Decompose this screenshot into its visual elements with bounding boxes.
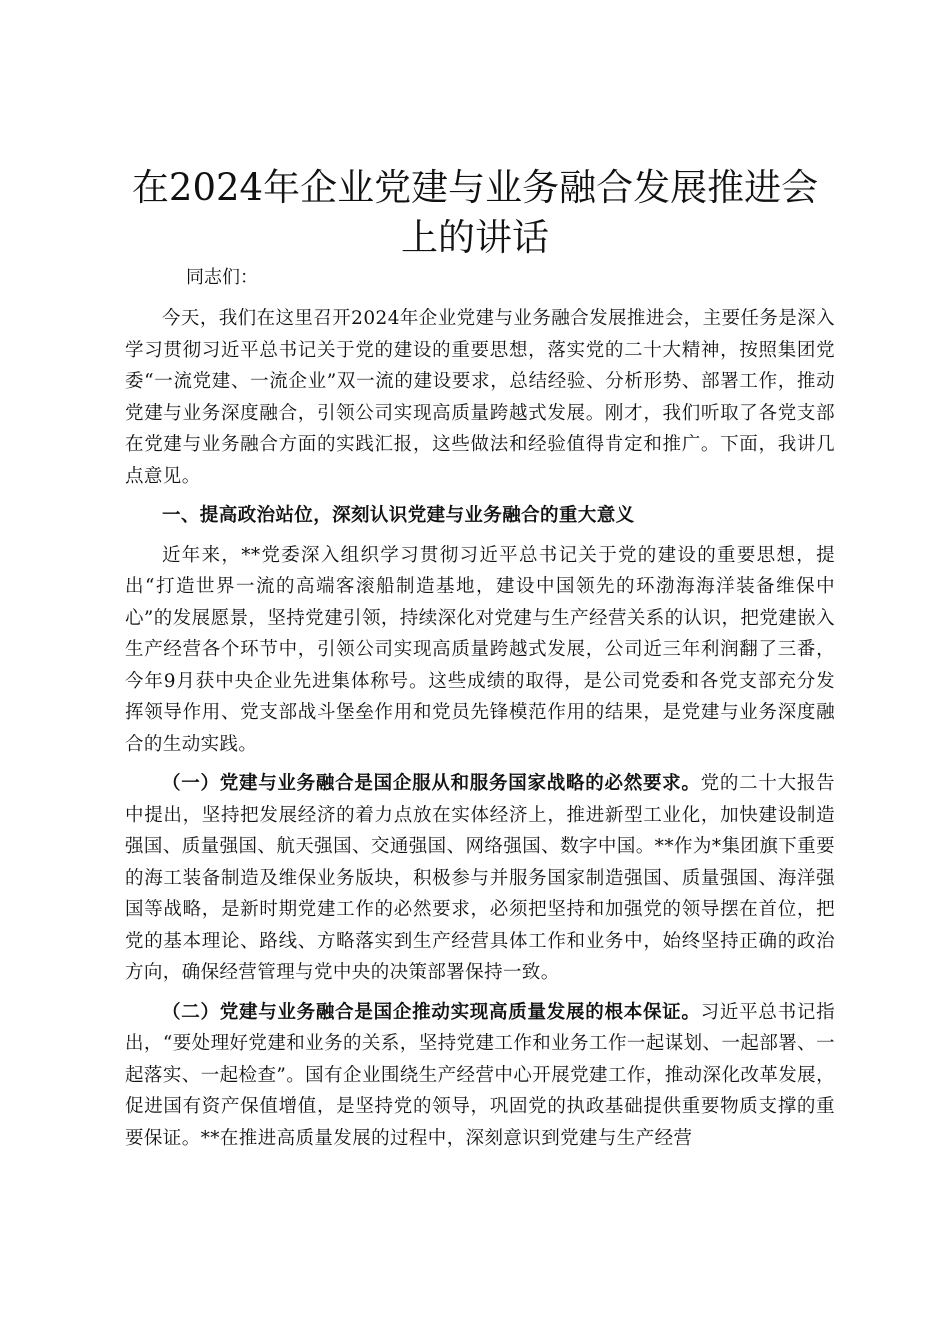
point-2-lead: （二）党建与业务融合是国企推动实现高质量发展的根本保证。: [162, 1001, 701, 1023]
intro-paragraph: 今天，我们在这里召开2024年企业党建与业务融合发展推进会，主要任务是深入学习贯彻习近平总书记关于党的建设的重要思想，落实党的二十大精神，按照集团党委“一流党建、一流企业”双一流的建设要求，总结经验、分析形势、部署工作，推动党建与业务深度融合，引领公司实现高质量跨越式发展。刚才，我们听取了各党支部在党建与业务融合方面的实践汇报，这些做法和经验值得肯定和推广。下面，我讲几点意见。: [125, 308, 835, 487]
section-1-paragraph: 近年来，**党委深入组织学习贯彻习近平总书记关于党的建设的重要思想，提出“打造世界一流的高端客滚船制造基地，建设中国领先的环渤海海洋装备维保中心”的发展愿景，坚持党建引领，持续深化对党建与生产经营关系的认识，把党建嵌入生产经营各个环节中，引领公司实现高质量跨越式发展，公司近三年利润翻了三番，今年9月获中央企业先进集体称号。这些成绩的取得，是公司党委和各党支部充分发挥领导作用、党支部战斗堡垒作用和党员先锋模范作用的结果，是党建与业务深度融合的生动实践。: [125, 544, 835, 755]
section-heading-1: 一、提高政治站位，深刻认识党建与业务融合的重大意义: [162, 505, 635, 526]
greeting: 同志们：: [186, 267, 258, 288]
point-2-body: 习近平总书记指出，“要处理好党建和业务的关系，坚持党建工作和业务工作一起谋划、一起部署、一起落实、一起检查”。国有企业围绕生产经营中心开展党建工作，推动深化改革发展，促进国有资产保值增值，是坚持党的领导，巩固党的执政基础提供重要物质支撑的重要保证。**在推进高质量发展的过程中，深刻意识到党建与生产经营: [125, 1001, 835, 1149]
point-1-lead: （一）党建与业务融合是国企服从和服务国家战略的必然要求。: [162, 773, 701, 794]
document-body: [125, 303, 835, 1162]
point-1-paragraph: [125, 768, 835, 989]
point-2-paragraph: [125, 997, 835, 1155]
point-1-body: 党的二十大报告中提出，坚持把发展经济的着力点放在实体经济上，推进新型工业化，加快建设制造强国、质量强国、航天强国、交通强国、网络强国、数字中国。**作为*集团旗下重要的海工装备制造及维保业务版块，积极参与并服务国家制造强国、质量强国、海洋强国等战略，是新时期党建工作的必然要求，必须把坚持和加强党的领导摆在首位，把党的基本理论、路线、方略落实到生产经营具体工作和业务中，始终坚持正确的政治方向，确保经营管理与党中央的决策部署保持一致。: [125, 773, 835, 983]
document-title: 在2024年企业党建与业务融合发展推进会上的讲话: [131, 166, 819, 259]
